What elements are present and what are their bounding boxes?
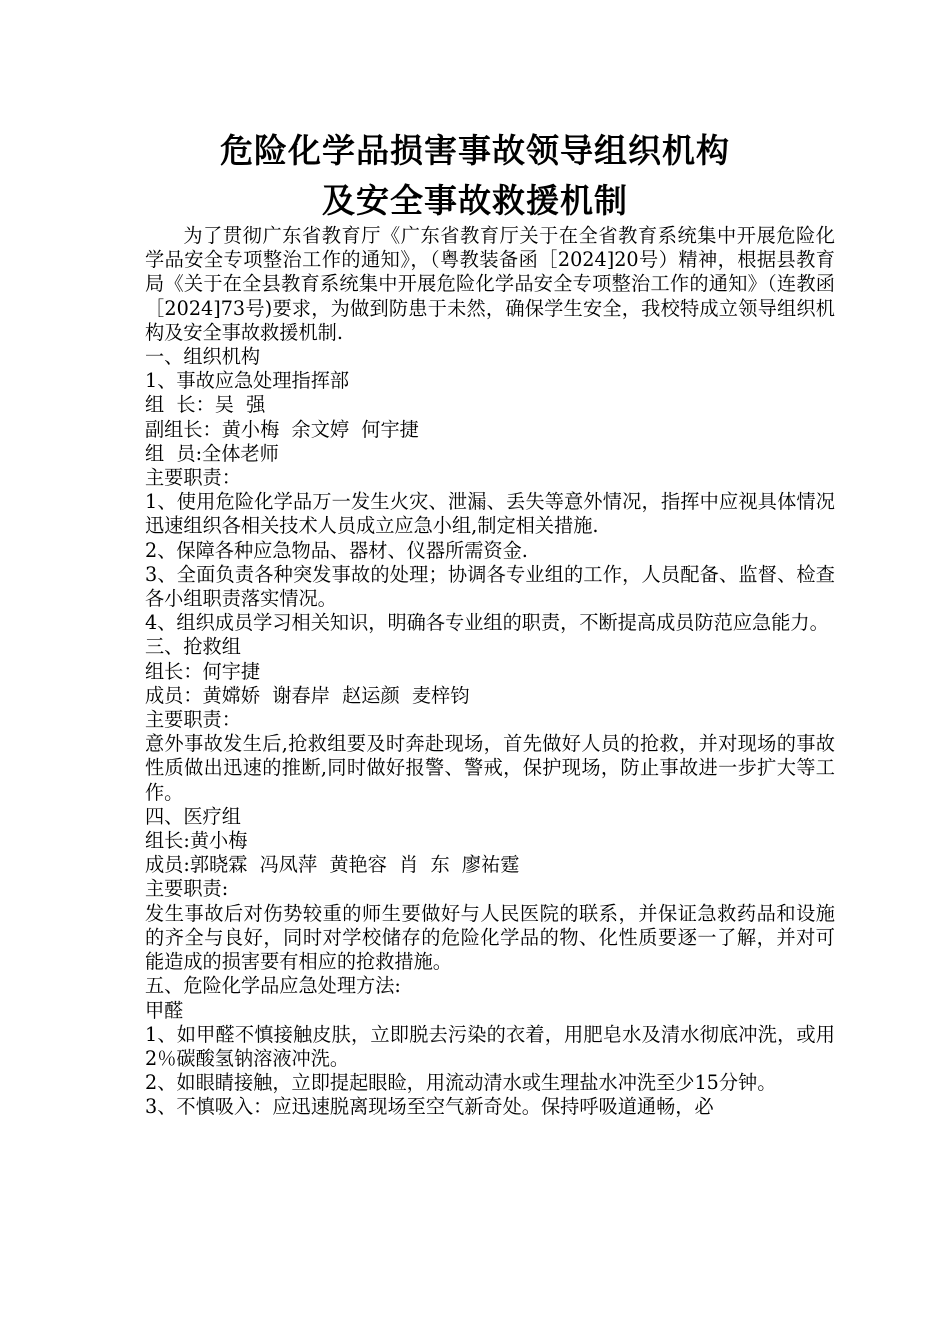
rescue-members: 成员：黄嫦娇 谢春岸 赵运颜 麦梓钧 — [145, 683, 470, 707]
document-body — [145, 224, 835, 1120]
medical-leader: 组长:黄小梅 — [145, 829, 248, 853]
method-item: 1、如甲醛不慎接触皮肤，立即脱去污染的衣着，用肥皂水及清水彻底冲洗，或用2％碳酸氢钠溶液冲洗。 — [145, 1022, 835, 1070]
command-deputy-leaders: 副组长：黄小梅 余文婷 何宇捷 — [145, 417, 419, 441]
method-item: 2、如眼睛接触，立即提起眼睑，用流动清水或生理盐水冲洗至少15分钟。 — [145, 1071, 777, 1095]
section-heading-rescue: 三、抢救组 — [145, 635, 241, 659]
rescue-leader: 组长：何宇捷 — [145, 659, 261, 683]
duty-item: 2、保障各种应急物品、器材、仪器所需资金. — [145, 538, 528, 562]
duty-item: 4、组织成员学习相关知识，明确各专业组的职责，不断提高成员防范应急能力。 — [145, 611, 829, 635]
method-item: 3、不慎吸入：应迅速脱离现场至空气新奇处。保持呼吸道通畅，必 — [145, 1095, 714, 1119]
medical-members: 成员:郭晓霖 冯凤萍 黄艳容 肖 东 廖祐霆 — [145, 853, 520, 877]
section-heading-medical: 四、医疗组 — [145, 804, 241, 828]
section-heading-organization: 一、组织机构 — [145, 345, 261, 369]
document-title-line-1: 危险化学品损害事故领导组织机构 — [220, 131, 730, 170]
chemical-name: 甲醛 — [145, 998, 184, 1022]
command-members: 组 员:全体老师 — [145, 441, 279, 465]
duty-item: 1、使用危险化学品万一发生火灾、泄漏、丢失等意外情况，指挥中应视具体情况迅速组织各相关技术人员成立应急小组,制定相关措施. — [145, 490, 835, 538]
duties-label: 主要职责： — [145, 708, 241, 732]
subsection-heading-command: 1、事故应急处理指挥部 — [145, 369, 350, 393]
duties-label: 主要职责： — [145, 466, 241, 490]
section-heading-emergency-methods: 五、危险化学品应急处理方法: — [145, 974, 401, 998]
command-leader: 组 长：吴 强 — [145, 393, 266, 417]
rescue-duties: 意外事故发生后,抢救组要及时奔赴现场，首先做好人员的抢救，并对现场的事故性质做出迅速的推断,同时做好报警、警戒，保护现场，防止事故进一步扩大等工作。 — [145, 732, 835, 804]
duty-item: 3、全面负责各种突发事故的处理；协调各专业组的工作，人员配备、监督、检查各小组职责落实情况。 — [145, 562, 835, 611]
duties-label: 主要职责: — [145, 877, 229, 901]
medical-duties: 发生事故后对伤势较重的师生要做好与人民医院的联系，并保证急救药品和设施的齐全与良好，同时对学校储存的危险化学品的物、化性质要逐一了解，并对可能造成的损害要有相应的抢救措施。 — [145, 901, 835, 974]
document-title-line-2: 及安全事故救援机制 — [322, 181, 628, 220]
intro-paragraph: 为了贯彻广东省教育厅《广东省教育厅关于在全省教育系统集中开展危险化学品安全专项整治工作的通知》，（粤教装备函［2024]20号）精神，根据县教育局《关于在全县教育系统集中开展危险化学品安全专项整治工作的通知》（连教函［2024]73号)要求，为做到防患于未然，确保学生安全，我校特成立领导组织机构及安全事故救援机制. — [145, 224, 835, 344]
